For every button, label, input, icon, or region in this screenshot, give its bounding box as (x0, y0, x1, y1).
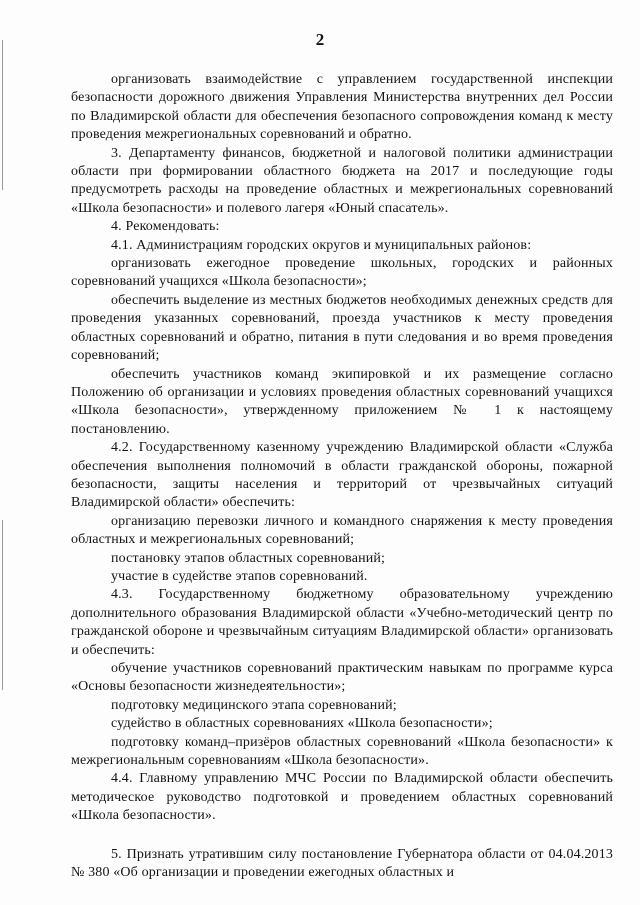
paragraph-item-4-recommend: 4. Рекомендовать: (111, 219, 220, 235)
paragraph-item-4-1-administrations: 4.1. Администрациям городских округов и муниципальных районов: (111, 237, 532, 253)
scan-edge-mark (2, 40, 3, 190)
paragraph-item-5-repeal: 5. Признать утратившим силу постановление Губернатора области от 04.04.2013 № 380 «Об организации и проведении ежегодных областных и (71, 846, 613, 881)
paragraph-allocate-funds: обеспечить выделение из местных бюджетов необходимых денежных средств для проведения указанных соревнований, проезда участников к месту проведения областных соревнований и обратно, питания в пути следования и во время проведения соревнований; (71, 292, 613, 364)
paragraph-item-4-4-emercom: 4.4. Главному управлению МЧС России по Владимирской области обеспечить методическое руководство подготовкой и проведением областных соревнований «Школа безопасности». (71, 771, 613, 824)
paragraph-item-4-2-civil-defense-service: 4.2. Государственному казенному учреждению Владимирской области «Служба обеспечения выполнения полномочий в области гражданской обороны, пожарной безопасности, защиты населения и территорий от чрезвычайных ситуаций Владимирской области» обеспечить: (71, 440, 613, 511)
paragraph-prize-teams-preparation: подготовку команд–призёров областных соревнований «Школа безопасности» к межрегиональным соревнованиям «Школа безопасности». (71, 734, 613, 769)
document-body (71, 71, 613, 882)
paragraph-traffic-police-cooperation: организовать взаимодействие с управлением государственной инспекции безопасности дорожного движения Управления Министерства внутренних дел России по Владимирской области для обеспечения безопасного сопровождения команд к месту проведения межрегиональных соревнований и обратно. (71, 72, 613, 143)
paragraph-judging-participation: участие в судействе этапов соревнований. (111, 568, 368, 584)
scan-edge-mark (2, 520, 3, 690)
paragraph-medical-stage: подготовку медицинского этапа соревнований; (111, 697, 397, 713)
paragraph-item-3-finance-department: 3. Департаменту финансов, бюджетной и налоговой политики администрации области при формировании областного бюджета на 2017 и последующие годы предусмотреть расходы на проведение областных и межрегиональных соревнований «Школа безопасности» и полевого лагеря «Юный спасатель». (71, 145, 613, 216)
paragraph-stage-setup: постановку этапов областных соревнований; (111, 550, 386, 566)
paragraph-organize-competitions: организовать ежегодное проведение школьных, городских и районных соревнований учащихся «Школа безопасности»; (71, 256, 613, 290)
paragraph-regional-judging: судейство в областных соревнованиях «Школа безопасности»; (111, 716, 493, 732)
paragraph-item-4-3-training-center: 4.3. Государственному бюджетному образовательному учреждению дополнительного образования Владимирской области «Учебно-методический центр по гражданской обороне и чрезвычайным ситуациям Владимирской области» организовать и обеспечить: (71, 587, 613, 658)
paragraph-practical-training: обучение участников соревнований практическим навыкам по программе курса «Основы безопасности жизнедеятельности»; (71, 661, 613, 695)
page-number: 2 (315, 30, 325, 49)
paragraph-equip-teams: обеспечить участников команд экипировкой и их размещение согласно Положению об организации и условиях проведения областных соревнований учащихся «Школа безопасности», утвержденному приложением № 1 к настоящему постановлению. (71, 366, 613, 437)
paragraph-transport-equipment: организацию перевозки личного и командного снаряжения к месту проведения областных и межрегиональных соревнований; (71, 513, 613, 548)
